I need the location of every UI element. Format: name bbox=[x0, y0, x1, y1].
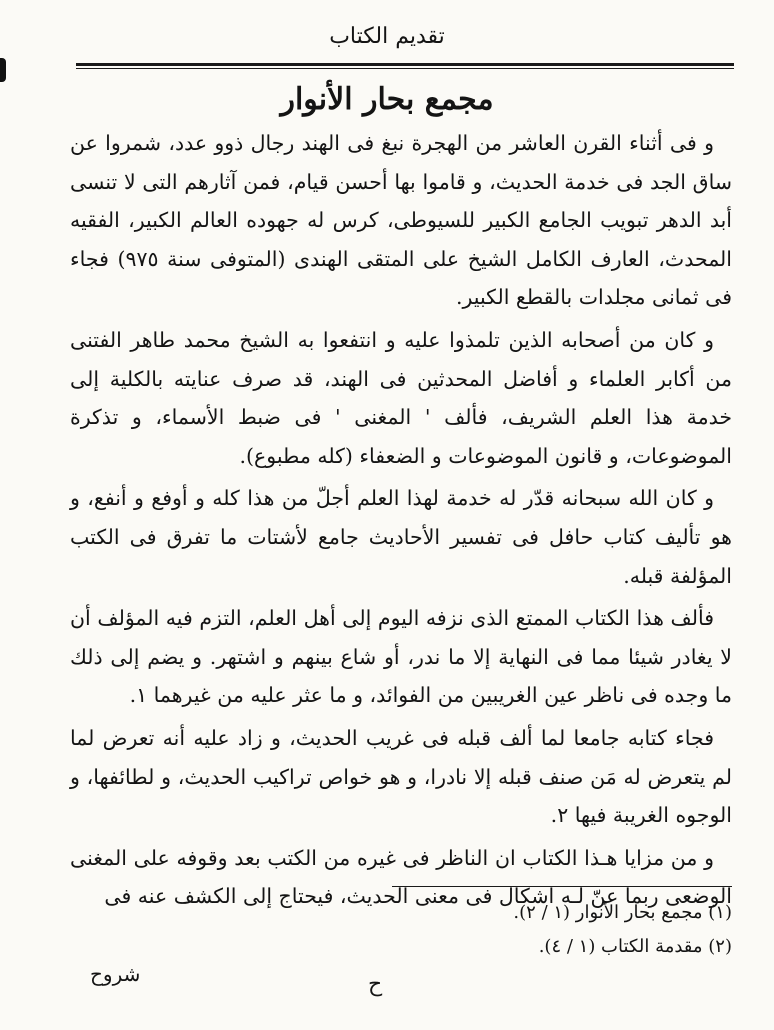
running-header: تقديم الكتاب bbox=[329, 24, 445, 49]
catchword: شروح bbox=[90, 962, 141, 986]
body-text bbox=[70, 124, 732, 916]
paragraph: فألف هذا الكتاب الممتع الذى نزفه اليوم إلى أهل العلم، التزم فيه المؤلف أن لا يغادر شيئا مما فى النهاية إلا ما ندر، أو شاع بينهم و اشتهر. و يضم إلى ذلك ما وجده فى ناظر عين الغريبين من الفوائد، و ما عثر عليه من غيرهما ١. bbox=[70, 606, 732, 708]
footnote-rule bbox=[392, 886, 732, 887]
footnotes bbox=[332, 896, 732, 964]
footnote: (٢) مقدمة الكتاب (١ / ٤). bbox=[538, 936, 732, 957]
paragraph: فجاء كتابه جامعا لما ألف قبله فى غريب الحديث، و زاد عليه أنه تعرض لما لم يتعرض له مَن صنف قبله إلا نادرا، و هو خواص تراكيب الحديث، و لطائفها، و الوجوه الغريبة فيها ٢. bbox=[70, 725, 732, 828]
footnote: (١) مجمع بحار الأنوار (١ / ٢). bbox=[513, 902, 732, 923]
paragraph: و فى أثناء القرن العاشر من الهجرة نبغ فى الهند رجال ذوو عدد، شمروا عن ساق الجد فى خدمة الحديث، و قاموا بها أحسن قيام، فمن آثارهم التى لا تنسى أبد الدهر تبويب الجامع الكبير للسيوطى، كرس له جهوده العالم الكبير، الفقيه المحدث، العارف الكامل الشيخ على المتقى الهندى (المتوفى سنة ٩٧٥) فجاء فى ثمانى مجلدات بالقطع الكبير. bbox=[70, 131, 732, 310]
paragraph: و كان الله سبحانه قدّر له خدمة لهذا العلم أجلّ من هذا كله و أوفع و أنفع، و هو تأليف كتاب حافل فى تفسير الأحاديث جامع لأشتات ما تفرق فى الكتب المؤلفة قبله. bbox=[70, 486, 732, 588]
paragraph: و كان من أصحابه الذين تلمذوا عليه و انتفعوا به الشيخ محمد طاهر الفتنى من أكابر العلماء و أفاضل المحدثين فى الهند، قد صرف عنايته بالكلية إلى خدمة هذا العلم الشريف، فألف ' المغنى ' فى ضبط الأسماء، و تذكرة الموضوعات، و قانون الموضوعات و الضعفاء (كله مطبوع). bbox=[70, 327, 732, 468]
paragraph: و من مزايا هـذا الكتاب ان الناظر فى غيره من الكتب بعد وقوفه على المغنى الوضعى ربما عنّ لـه اشكال فى معنى الحديث، فيحتاج إلى الكشف عنه فى bbox=[70, 845, 732, 909]
header-rule-thick bbox=[76, 63, 734, 66]
section-title: مجمع بحار الأنوار bbox=[280, 82, 494, 117]
page-number: ح bbox=[368, 972, 383, 997]
header-rule-thin bbox=[76, 68, 734, 69]
